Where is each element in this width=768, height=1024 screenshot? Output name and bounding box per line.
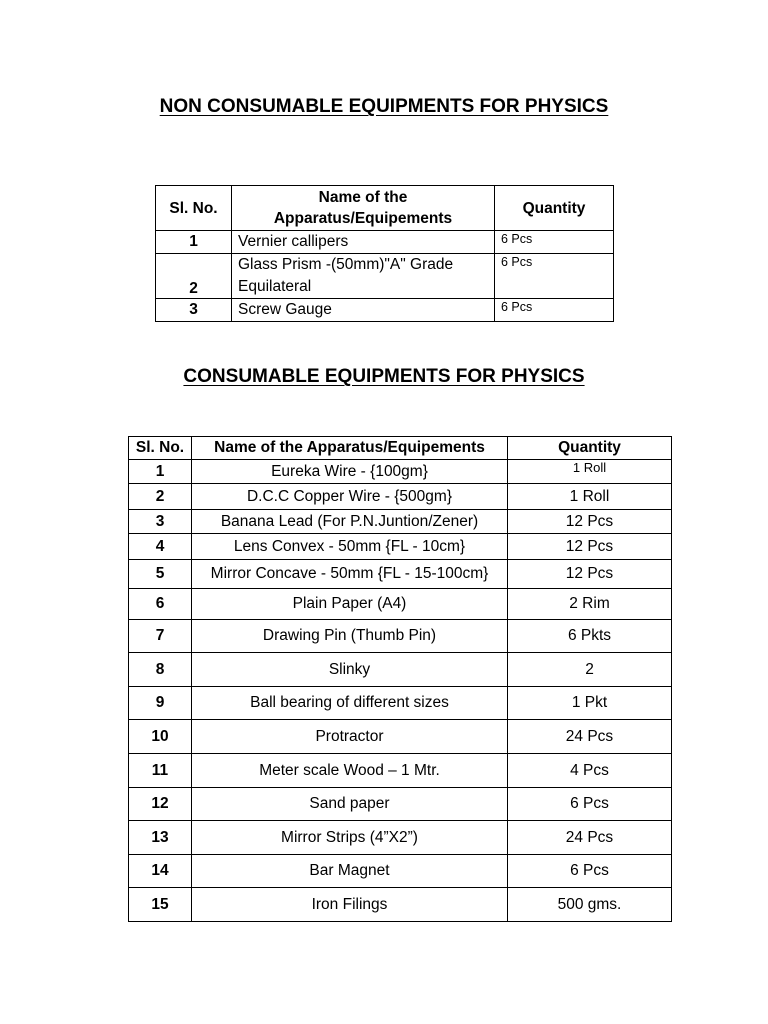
- table-row: [129, 754, 672, 788]
- apparatus-name-cell: Mirror Concave - 50mm {FL - 15-100cm}: [192, 560, 508, 589]
- table-row: [129, 510, 672, 534]
- sl-no-cell: 6: [129, 589, 192, 620]
- table-row: [129, 484, 672, 510]
- sl-no-cell: 10: [129, 720, 192, 754]
- sl-no-cell: 14: [129, 855, 192, 888]
- header-sl-no: Sl. No.: [156, 186, 232, 231]
- non-consumable-title: NON CONSUMABLE EQUIPMENTS FOR PHYSICS: [159, 96, 609, 117]
- apparatus-name-cell: Protractor: [192, 720, 508, 754]
- table-row: [156, 231, 614, 254]
- sl-no-cell: 3: [156, 299, 232, 322]
- sl-no-cell: 7: [129, 620, 192, 653]
- table-row: [129, 534, 672, 560]
- quantity-cell: 2 Rim: [508, 589, 672, 620]
- header-quantity: Quantity: [495, 186, 614, 231]
- table-row: [129, 687, 672, 720]
- apparatus-name-cell: Lens Convex - 50mm {FL - 10cm}: [192, 534, 508, 560]
- quantity-cell: 6 Pkts: [508, 620, 672, 653]
- table-row: [156, 254, 614, 299]
- table-row: [156, 299, 614, 322]
- quantity-cell: 2: [508, 653, 672, 687]
- sl-no-cell: 1: [129, 460, 192, 484]
- table-row: [129, 460, 672, 484]
- apparatus-name-cell: Eureka Wire - {100gm}: [192, 460, 508, 484]
- header-quantity: Quantity: [508, 437, 672, 460]
- quantity-cell: 1 Pkt: [508, 687, 672, 720]
- quantity-cell: 1 Roll: [508, 460, 672, 484]
- table-row: [129, 855, 672, 888]
- apparatus-name-cell: Iron Filings: [192, 888, 508, 922]
- sl-no-cell: 2: [156, 254, 232, 299]
- apparatus-name-cell: Ball bearing of different sizes: [192, 687, 508, 720]
- table-header-row: [129, 437, 672, 460]
- quantity-cell: 6 Pcs: [495, 299, 614, 322]
- header-sl-no: Sl. No.: [129, 437, 192, 460]
- sl-no-cell: 3: [129, 510, 192, 534]
- table-row: [129, 720, 672, 754]
- sl-no-cell: 13: [129, 821, 192, 855]
- header-apparatus-name: Name of the Apparatus/Equipements: [232, 186, 495, 231]
- quantity-cell: 4 Pcs: [508, 754, 672, 788]
- quantity-cell: 6 Pcs: [495, 254, 614, 299]
- table-row: [129, 560, 672, 589]
- sl-no-cell: 5: [129, 560, 192, 589]
- non-consumable-table: [155, 185, 614, 322]
- table-row: [129, 589, 672, 620]
- sl-no-cell: 2: [129, 484, 192, 510]
- apparatus-name-cell: Sand paper: [192, 788, 508, 821]
- quantity-cell: 12 Pcs: [508, 510, 672, 534]
- quantity-cell: 24 Pcs: [508, 720, 672, 754]
- apparatus-name-cell: D.C.C Copper Wire - {500gm}: [192, 484, 508, 510]
- apparatus-name-cell: Bar Magnet: [192, 855, 508, 888]
- sl-no-cell: 8: [129, 653, 192, 687]
- apparatus-name-cell: Glass Prism -(50mm)"A" Grade Equilateral: [232, 254, 495, 299]
- apparatus-name-cell: Plain Paper (A4): [192, 589, 508, 620]
- quantity-cell: 1 Roll: [508, 484, 672, 510]
- table-header-row: [156, 186, 614, 231]
- quantity-cell: 12 Pcs: [508, 534, 672, 560]
- apparatus-name-cell: Slinky: [192, 653, 508, 687]
- quantity-cell: 12 Pcs: [508, 560, 672, 589]
- consumable-table: [128, 436, 672, 922]
- apparatus-name-cell: Banana Lead (For P.N.Juntion/Zener): [192, 510, 508, 534]
- consumable-title: CONSUMABLE EQUIPMENTS FOR PHYSICS: [183, 366, 585, 387]
- sl-no-cell: 4: [129, 534, 192, 560]
- quantity-cell: 6 Pcs: [508, 855, 672, 888]
- table-row: [129, 888, 672, 922]
- table-row: [129, 821, 672, 855]
- apparatus-name-cell: Vernier callipers: [232, 231, 495, 254]
- quantity-cell: 500 gms.: [508, 888, 672, 922]
- table-row: [129, 788, 672, 821]
- apparatus-name-cell: Meter scale Wood – 1 Mtr.: [192, 754, 508, 788]
- sl-no-cell: 11: [129, 754, 192, 788]
- sl-no-cell: 12: [129, 788, 192, 821]
- apparatus-name-cell: Screw Gauge: [232, 299, 495, 322]
- apparatus-name-cell: Drawing Pin (Thumb Pin): [192, 620, 508, 653]
- quantity-cell: 6 Pcs: [495, 231, 614, 254]
- table-row: [129, 620, 672, 653]
- sl-no-cell: 1: [156, 231, 232, 254]
- apparatus-name-cell: Mirror Strips (4”X2”): [192, 821, 508, 855]
- quantity-cell: 6 Pcs: [508, 788, 672, 821]
- quantity-cell: 24 Pcs: [508, 821, 672, 855]
- table-row: [129, 653, 672, 687]
- sl-no-cell: 15: [129, 888, 192, 922]
- header-apparatus-name: Name of the Apparatus/Equipements: [192, 437, 508, 460]
- sl-no-cell: 9: [129, 687, 192, 720]
